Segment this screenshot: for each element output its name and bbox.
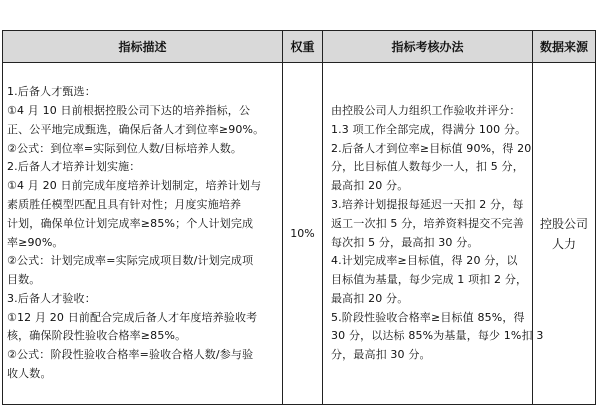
description-line: 率≥90%。 <box>7 235 64 249</box>
description-line: 1.后备人才甄选： <box>7 85 96 99</box>
kpi-table <box>2 30 596 405</box>
header-row <box>3 31 596 63</box>
method-line: 3.培养计划提报每延迟一天扣 2 分，每 <box>331 197 524 211</box>
header-description: 指标描述 <box>3 31 283 63</box>
description-line: ①4 月 20 日前完成年度培养计划制定，培养计划与 <box>7 179 262 193</box>
method-line: 目标值为基量，每少完成 1 项扣 2 分， <box>331 273 528 287</box>
weight-cell: 10% <box>283 63 323 405</box>
description-line: ②公式：阶段性验收合格率=验收合格人数/参与验 <box>7 348 254 362</box>
method-line: 每次扣 5 分，最高扣 30 分。 <box>331 235 479 249</box>
description-line: 计划，确保单位计划完成率≥85%；个人计划完成 <box>7 216 254 230</box>
method-line: 4.计划完成率≥目标值，得 20 分，以 <box>331 254 518 268</box>
description-line: ①12 月 20 日前配合完成后备人才年度培养验收考 <box>7 310 258 324</box>
description-line: 正、公平地完成甄选，确保后备人才到位率≥90%。 <box>7 122 265 136</box>
source-line: 人力 <box>551 236 576 251</box>
header-weight: 权重 <box>283 31 323 63</box>
method-line: 返工一次扣 5 分，培养资料提交不完善 <box>331 216 524 230</box>
description-line: 2.后备人才培养计划实施： <box>7 160 141 174</box>
method-line: 30 分，以达标 85%为基量，每少 1%扣 3 <box>331 329 544 343</box>
header-source: 数据来源 <box>533 31 596 63</box>
method-line: 最高扣 20 分。 <box>331 179 409 193</box>
method-line: 1.3 项工作全部完成，得满分 100 分。 <box>331 122 527 136</box>
source-line: 控股公司 <box>539 216 588 231</box>
description-line: 3.后备人才验收： <box>7 291 96 305</box>
source-cell <box>533 63 596 405</box>
header-method: 指标考核办法 <box>323 31 533 63</box>
description-line: 目数。 <box>7 273 41 287</box>
description-line: 核，确保阶段性验收合格率≥85%。 <box>7 329 187 343</box>
method-line: 最高扣 20 分。 <box>331 291 409 305</box>
method-line: 5.阶段性验收合格率≥目标值 85%，得 <box>331 310 525 324</box>
method-line: 分，最高扣 30 分。 <box>331 348 431 362</box>
description-line: ②公式：计划完成率=实际完成项目数/计划完成项 <box>7 254 254 268</box>
method-cell <box>323 63 544 405</box>
method-line: 由控股公司人力组织工作验收并评分： <box>331 103 521 117</box>
description-cell <box>3 63 283 405</box>
method-line: 分，比目标值人数每少一人，扣 5 分， <box>331 160 524 174</box>
description-line: ①4 月 10 日前根据控股公司下达的培养指标，公 <box>7 103 251 117</box>
method-line: 2.后备人才到位率≥目标值 90%，得 20 <box>331 141 532 155</box>
table-row <box>3 63 596 405</box>
description-line: 素质胜任模型匹配且具有针对性；月度实施培养 <box>7 197 242 211</box>
description-line: ②公式：到位率=实际到位人数/目标培养人数。 <box>7 141 243 155</box>
description-line: 收人数。 <box>7 367 52 381</box>
